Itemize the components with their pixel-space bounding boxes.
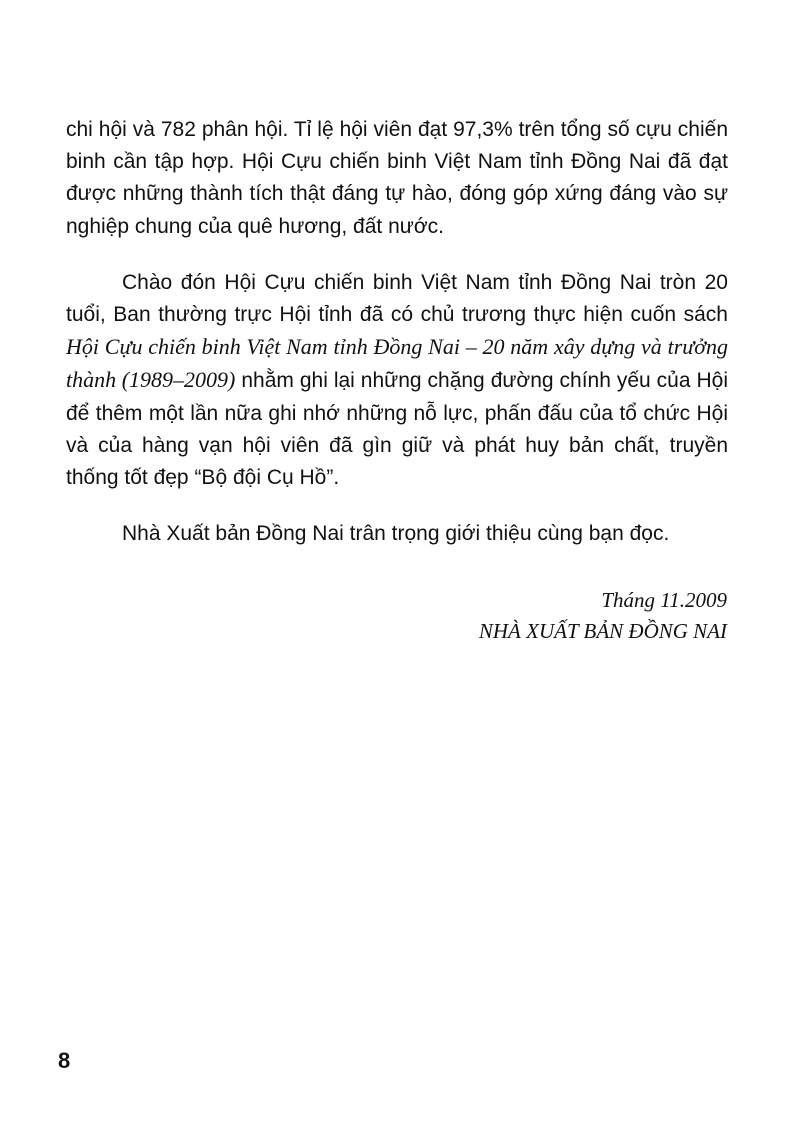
paragraph-2-rest: nhằm ghi lại những chặng đường chính yếu của Hội để thêm một lần nữa ghi nhớ những nỗ lực, phấn đấu của tổ chức Hội và của hàng vạn hội viên đã gìn giữ và phát huy bản chất, truyền thống tốt đẹp “Bộ đội Cụ Hồ”. xyxy=(66,369,728,490)
signature-block xyxy=(479,585,727,647)
paragraph-2 xyxy=(66,267,728,494)
paragraph-1: chi hội và 782 phân hội. Tỉ lệ hội viên đạt 97,3% trên tổng số cựu chiến binh cần tập hợp. Hội Cựu chiến binh Việt Nam tỉnh Đồng Nai đã đạt được những thành tích thật đáng tự hào, đóng góp xứng đáng vào sự nghiệp chung của quê hương, đất nước. xyxy=(66,118,728,238)
signature-publisher: NHÀ XUẤT BẢN ĐỒNG NAI xyxy=(478,619,727,643)
book-title: Hội Cựu chiến binh Việt Nam tỉnh Đồng Nai – 20 năm xây dựng và trưởng thành (1989–2009) xyxy=(66,334,728,393)
signature-date: Tháng 11.2009 xyxy=(601,588,727,612)
paragraph-3: Nhà Xuất bản Đồng Nai trân trọng giới thiệu cùng bạn đọc. xyxy=(122,522,670,546)
page-body xyxy=(66,114,728,550)
page-number: 8 xyxy=(58,1048,71,1073)
paragraph-2-intro: Chào đón Hội Cựu chiến binh Việt Nam tỉnh Đồng Nai tròn 20 tuổi, Ban thường trực Hội tỉnh đã có chủ trương thực hiện cuốn sách xyxy=(66,270,728,327)
